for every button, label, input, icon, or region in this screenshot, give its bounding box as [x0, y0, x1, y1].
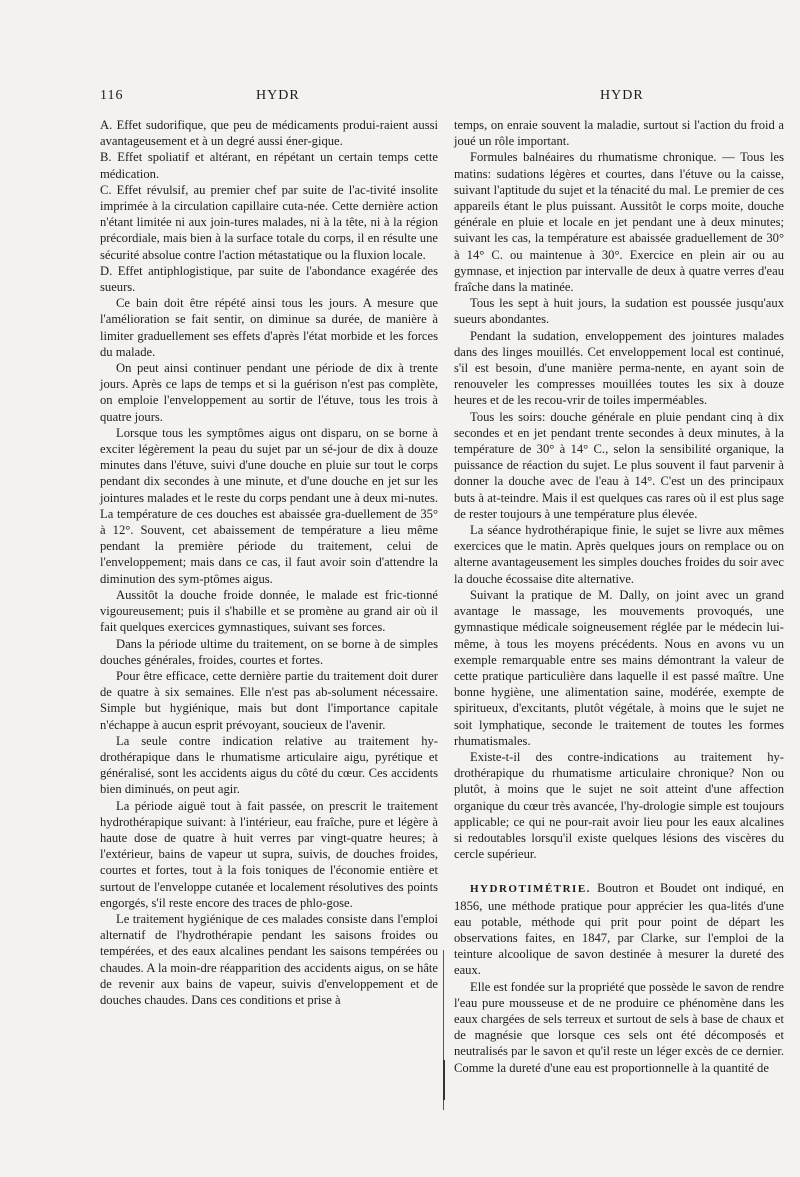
paragraph: Le traitement hygiénique de ces malades consiste dans l'emploi alternatif de l'hydrothérapie pendant les saisons froides ou tempérées, et des eaux alcalines pendant les saisons tempérées ou chaudes. A la moin-dre réapparition des accidents aigus, on se hâte de revenir aux bains de vapeur, suivis d'enveloppement et de douches chaudes. Dans ces conditions et prise à — [100, 911, 438, 1007]
paragraph: Dans la période ultime du traitement, on se borne à de simples douches générales, froides, courtes et fortes. — [100, 636, 438, 667]
paragraph: Pendant la sudation, enveloppement des jointures malades dans des linges mouillés. Cet enveloppement local est continué, s'il est besoin, d'une manière perma-nente, en ayant soin de renouveler les compresses mouillées toutes les six à douze heures et de les recou-vrir de toiles imperméables. — [454, 328, 784, 408]
section-heading: HYDROTIMÉTRIE. — [470, 883, 591, 896]
paragraph: La seule contre indication relative au traitement hy-drothérapique dans le rhumatisme articulaire aigu, pyrétique et généralisé, sont les accidents aigus du côté du cœur. Ces accidents bien diminués, on peut agir. — [100, 733, 438, 797]
paragraph: Lorsque tous les symptômes aigus ont disparu, on se borne à exciter légèrement la peau du sujet par un sé-jour de dix à douze minutes dans l'étuve, suivi d'une douche en pluie sur tout le corps pendant dix secondes à une minute, et d'une douche en jet sur les jointures malades et le reste du corps pendant une à deux mi-nutes. La température de ces douches est abaissée gra-duellement de 35° à 12°. Souvent, cet abaissement de température a lieu même pendant la première période du traitement, celui de l'enveloppement; mais dans ce cas, il faut avoir soin d'attendre la diminution des sym-ptômes aigus. — [100, 425, 438, 586]
section-text: Boutron et Boudet ont indiqué, en 1856, une méthode pratique pour apprécier les qua-lités d'une eau potable, méthode qui prit pour point de départ les observations faites, en 1847, par Clarke, sur l'emploi de la teinture alcoolique de savon destinée à mesurer la dureté des eaux. — [454, 881, 784, 978]
paragraph: Formules balnéaires du rhumatisme chronique. — Tous les matins: sudations légères et courtes, dans l'étuve ou la caisse, suivant l'aptitude du sujet et la ténacité du mal. Le premier de ces appareils étant le plus puissant. Aussitôt le corps moite, douche générale en pluie et locale en jet pendant une à deux minutes; suivant les cas, la température est abaissée graduellement de 30° à 14° C. ou maintenue à 30°. Exercice en plein air ou au gymnase, et injection par intervalle de deux à quatre verres d'eau fraîche dans la matinée. — [454, 150, 784, 295]
paragraph: Tous les soirs: douche générale en pluie pendant cinq à dix secondes et en jet pendant trente secondes à deux minutes, à la température de 30° à 14° C., selon la sensibilité organique, la puissance de réaction du sujet. Le plus souvent il faut parvenir à donner la douche avec de l'eau à 14°. C'est un des principaux buts à at-teindre. Mais il est quelques cas rares où il est plus sage de rester toujours à une température plus élevée. — [454, 409, 784, 521]
paragraph: Tous les sept à huit jours, la sudation est poussée jusqu'aux sueurs abondantes. — [454, 296, 784, 327]
section-paragraph — [454, 880, 784, 978]
paragraph: D. Effet antiphlogistique, par suite de l'abondance exagérée des sueurs. — [100, 263, 438, 295]
paragraph: La période aiguë tout à fait passée, on prescrit le traitement hydrothérapique suivant: à l'intérieur, eau fraîche, pure et légère à haute dose de quatre à huit verres par vingt-quatre heures; à l'extérieur, bains de vapeur ut supra, suivis, de douches froides, courtes et fortes, tout à la fois toniques de l'économie entière et surtout de l'enveloppe cutanée et localement résolutives des points engorgés, s'il reste encore des traces de phlo-gose. — [100, 798, 438, 910]
paragraph: Aussitôt la douche froide donnée, le malade est fric-tionné vigoureusement; puis il s'habille et se promène au grand air où il fait quelques exercices gymnastiques, suivant ses forces. — [100, 587, 438, 635]
paragraph: Suivant la pratique de M. Dally, on joint avec un grand avantage le massage, les mouvements provoqués, une gymnastique médicale soigneusement réglée par le médecin lui-même, à tous les moyens précédents. Nous en avons vu un exemple remarquable entre ses mains démontrant la valeur de cette pratique particulière dans laquelle il est passé maître. Une bonne hygiène, une alimentation saine, modérée, exempte de spiritueux, d'excitants, plutôt végétale, à moins que le sujet ne soit lymphatique, seconde le traitement de toutes les formes rhumatismales. — [454, 587, 784, 748]
column-rule-mark — [443, 1060, 445, 1100]
paragraph: Pour être efficace, cette dernière partie du traitement doit durer de quatre à six semaines. Elle n'est pas ab-solument nécessaire. Simple but hygiénique, mais but dont l'importance capitale n'échappe à aucun esprit prévoyant, soucieux de l'avenir. — [100, 668, 438, 732]
paragraph: C. Effet révulsif, au premier chef par suite de l'ac-tivité insolite imprimée à la circulation capillaire cuta-née. Cette dernière action n'étant limitée ni aux join-tures malades, ni à la tête, ni à la région précordiale, mais bien à la surface totale du corps, il en résulte une sécurité absolue contre l'action métastatique ou la fluxion locale. — [100, 182, 438, 262]
page-number: 116 — [100, 88, 124, 103]
paragraph: A. Effet sudorifique, que peu de médicaments produi-raient aussi avantageusement et à un degré aussi éner-gique. — [100, 118, 438, 149]
running-head-right: HYDR — [600, 88, 644, 103]
paragraph: On peut ainsi continuer pendant une période de dix à trente jours. Après ce laps de temps et si la guérison n'est pas complète, on emploie l'enveloppement au sortir de l'étuve, tous les trois à quatre jours. — [100, 361, 438, 424]
paragraph: Existe-t-il des contre-indications au traitement hy-drothérapique du rhumatisme articulaire chronique? Non ou plutôt, à moins que le sujet ne soit atteint d'une affection organique du cœur très avancée, l'hy-drologie simple est toujours applicable; ce qui ne pour-rait avoir lieu pour les eaux alcalines si redoutables lorsqu'il existe quelques lésions des viscères du cercle supérieur. — [454, 749, 784, 862]
paragraph: temps, on enraie souvent la maladie, surtout si l'action du froid a joué un rôle important. — [454, 118, 784, 149]
paragraph: Ce bain doit être répété ainsi tous les jours. A mesure que l'amélioration se fait sentir, on diminue sa durée, de manière à limiter graduellement ses effets d'après l'état morbide et les forces du malade. — [100, 296, 438, 359]
paragraph: La séance hydrothérapique finie, le sujet se livre aux mêmes exercices que le matin. Après quelques jours on remplace ou on alterne avantageusement les simples douches froides du soir avec la douche écossaise dite alternative. — [454, 523, 784, 586]
paragraph: Elle est fondée sur la propriété que possède le savon de rendre l'eau pure mousseuse et de ne produire ce phénomène dans les eaux chargées de sels terreux et surtout de sels à base de chaux et de magnésie que lorsque ces sels ont été décomposés et neutralisés par le savon et qu'il reste un léger excès de ce dernier. Comme la dureté d'une eau est proportionnelle à la quantité de — [454, 979, 784, 1075]
right-column — [454, 117, 784, 1076]
paragraph: B. Effet spoliatif et altérant, en répétant un certain temps cette médication. — [100, 150, 438, 181]
left-column — [100, 117, 438, 1008]
running-head-left: HYDR — [256, 88, 300, 103]
